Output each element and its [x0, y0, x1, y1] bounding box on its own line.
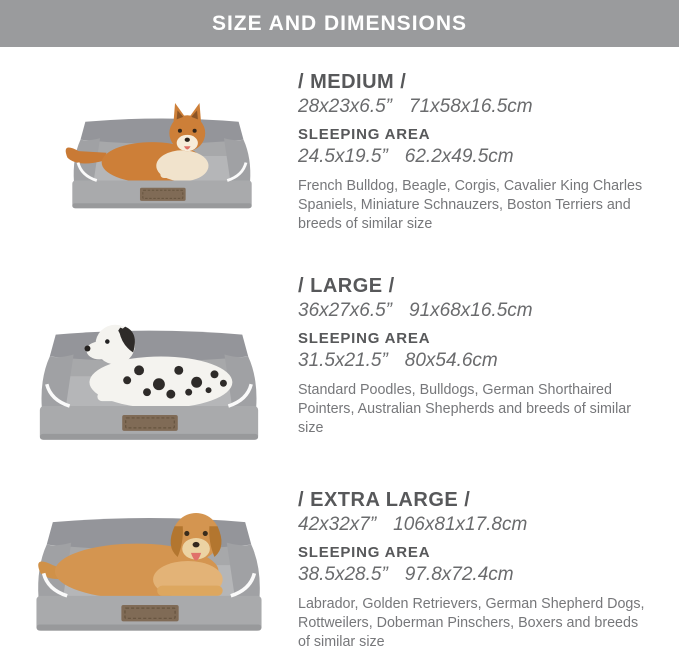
- breeds-list-medium: French Bulldog, Beagle, Corgis, Cavalier King Charles Spaniels, Miniature Schnauzers, Boston Terriers and breeds of similar size: [298, 178, 643, 233]
- size-title-medium: / MEDIUM /: [298, 71, 407, 93]
- size-centimeters: 71x58x16.5cm: [409, 96, 533, 117]
- size-inches: 42x32x7”: [298, 514, 377, 535]
- size-inches: 28x23x6.5”: [298, 96, 393, 117]
- sleeping-inches: 31.5x21.5”: [298, 350, 388, 371]
- sleeping-dimensions-large: [298, 348, 666, 374]
- breeds-list-large: Standard Poodles, Bulldogs, German Shorthaired Pointers, Australian Shepherds and breeds of similar size: [298, 382, 631, 437]
- section-extra-large: [0, 474, 679, 651]
- dalmatian-dog-bed-illustration: [20, 285, 278, 454]
- size-dimensions-large: [298, 298, 666, 324]
- size-title-extra-large: / EXTRA LARGE /: [298, 489, 471, 511]
- extra-large-bed-photo: [0, 474, 298, 645]
- extra-large-text-column: [298, 474, 666, 651]
- brand-label-tag: [121, 605, 178, 621]
- sleeping-inches: 24.5x19.5”: [298, 146, 388, 167]
- brand-label-tag: [140, 187, 186, 200]
- size-dimensions-medium: [298, 94, 666, 120]
- sleeping-centimeters: 97.8x72.4cm: [404, 564, 514, 585]
- sleeping-area-label-medium: SLEEPING AREA: [298, 126, 431, 143]
- sleeping-inches: 38.5x28.5”: [298, 564, 388, 585]
- breeds-list-extra-large: Labrador, Golden Retrievers, German Shepherd Dogs, Rottweilers, Doberman Pinschers, Boxers and breeds of similar size: [298, 596, 645, 651]
- size-centimeters: 91x68x16.5cm: [409, 300, 533, 321]
- shiba-inu-dog-bed-illustration: [56, 81, 268, 220]
- large-bed-photo: [0, 260, 298, 462]
- section-large: [0, 260, 679, 462]
- sleeping-centimeters: 62.2x49.5cm: [404, 146, 514, 167]
- size-inches: 36x27x6.5”: [298, 300, 393, 321]
- page-title: SIZE AND DIMENSIONS: [211, 11, 468, 35]
- brand-label-tag: [122, 415, 178, 431]
- section-medium: [0, 55, 679, 245]
- large-text-column: [298, 260, 666, 462]
- sleeping-dimensions-extra-large: [298, 562, 666, 588]
- size-title-large: / LARGE /: [298, 275, 395, 297]
- medium-text-column: [298, 55, 666, 245]
- sleeping-centimeters: 80x54.6cm: [404, 350, 498, 371]
- sleeping-area-label-extra-large: SLEEPING AREA: [298, 544, 431, 561]
- sleeping-area-label-large: SLEEPING AREA: [298, 330, 431, 347]
- medium-bed-photo: [0, 55, 298, 245]
- size-dimensions-extra-large: [298, 512, 666, 538]
- size-centimeters: 106x81x17.8cm: [393, 514, 528, 535]
- header-banner: [0, 0, 679, 47]
- golden-retriever-dog-bed-illustration: [16, 471, 282, 645]
- sleeping-dimensions-medium: [298, 144, 666, 170]
